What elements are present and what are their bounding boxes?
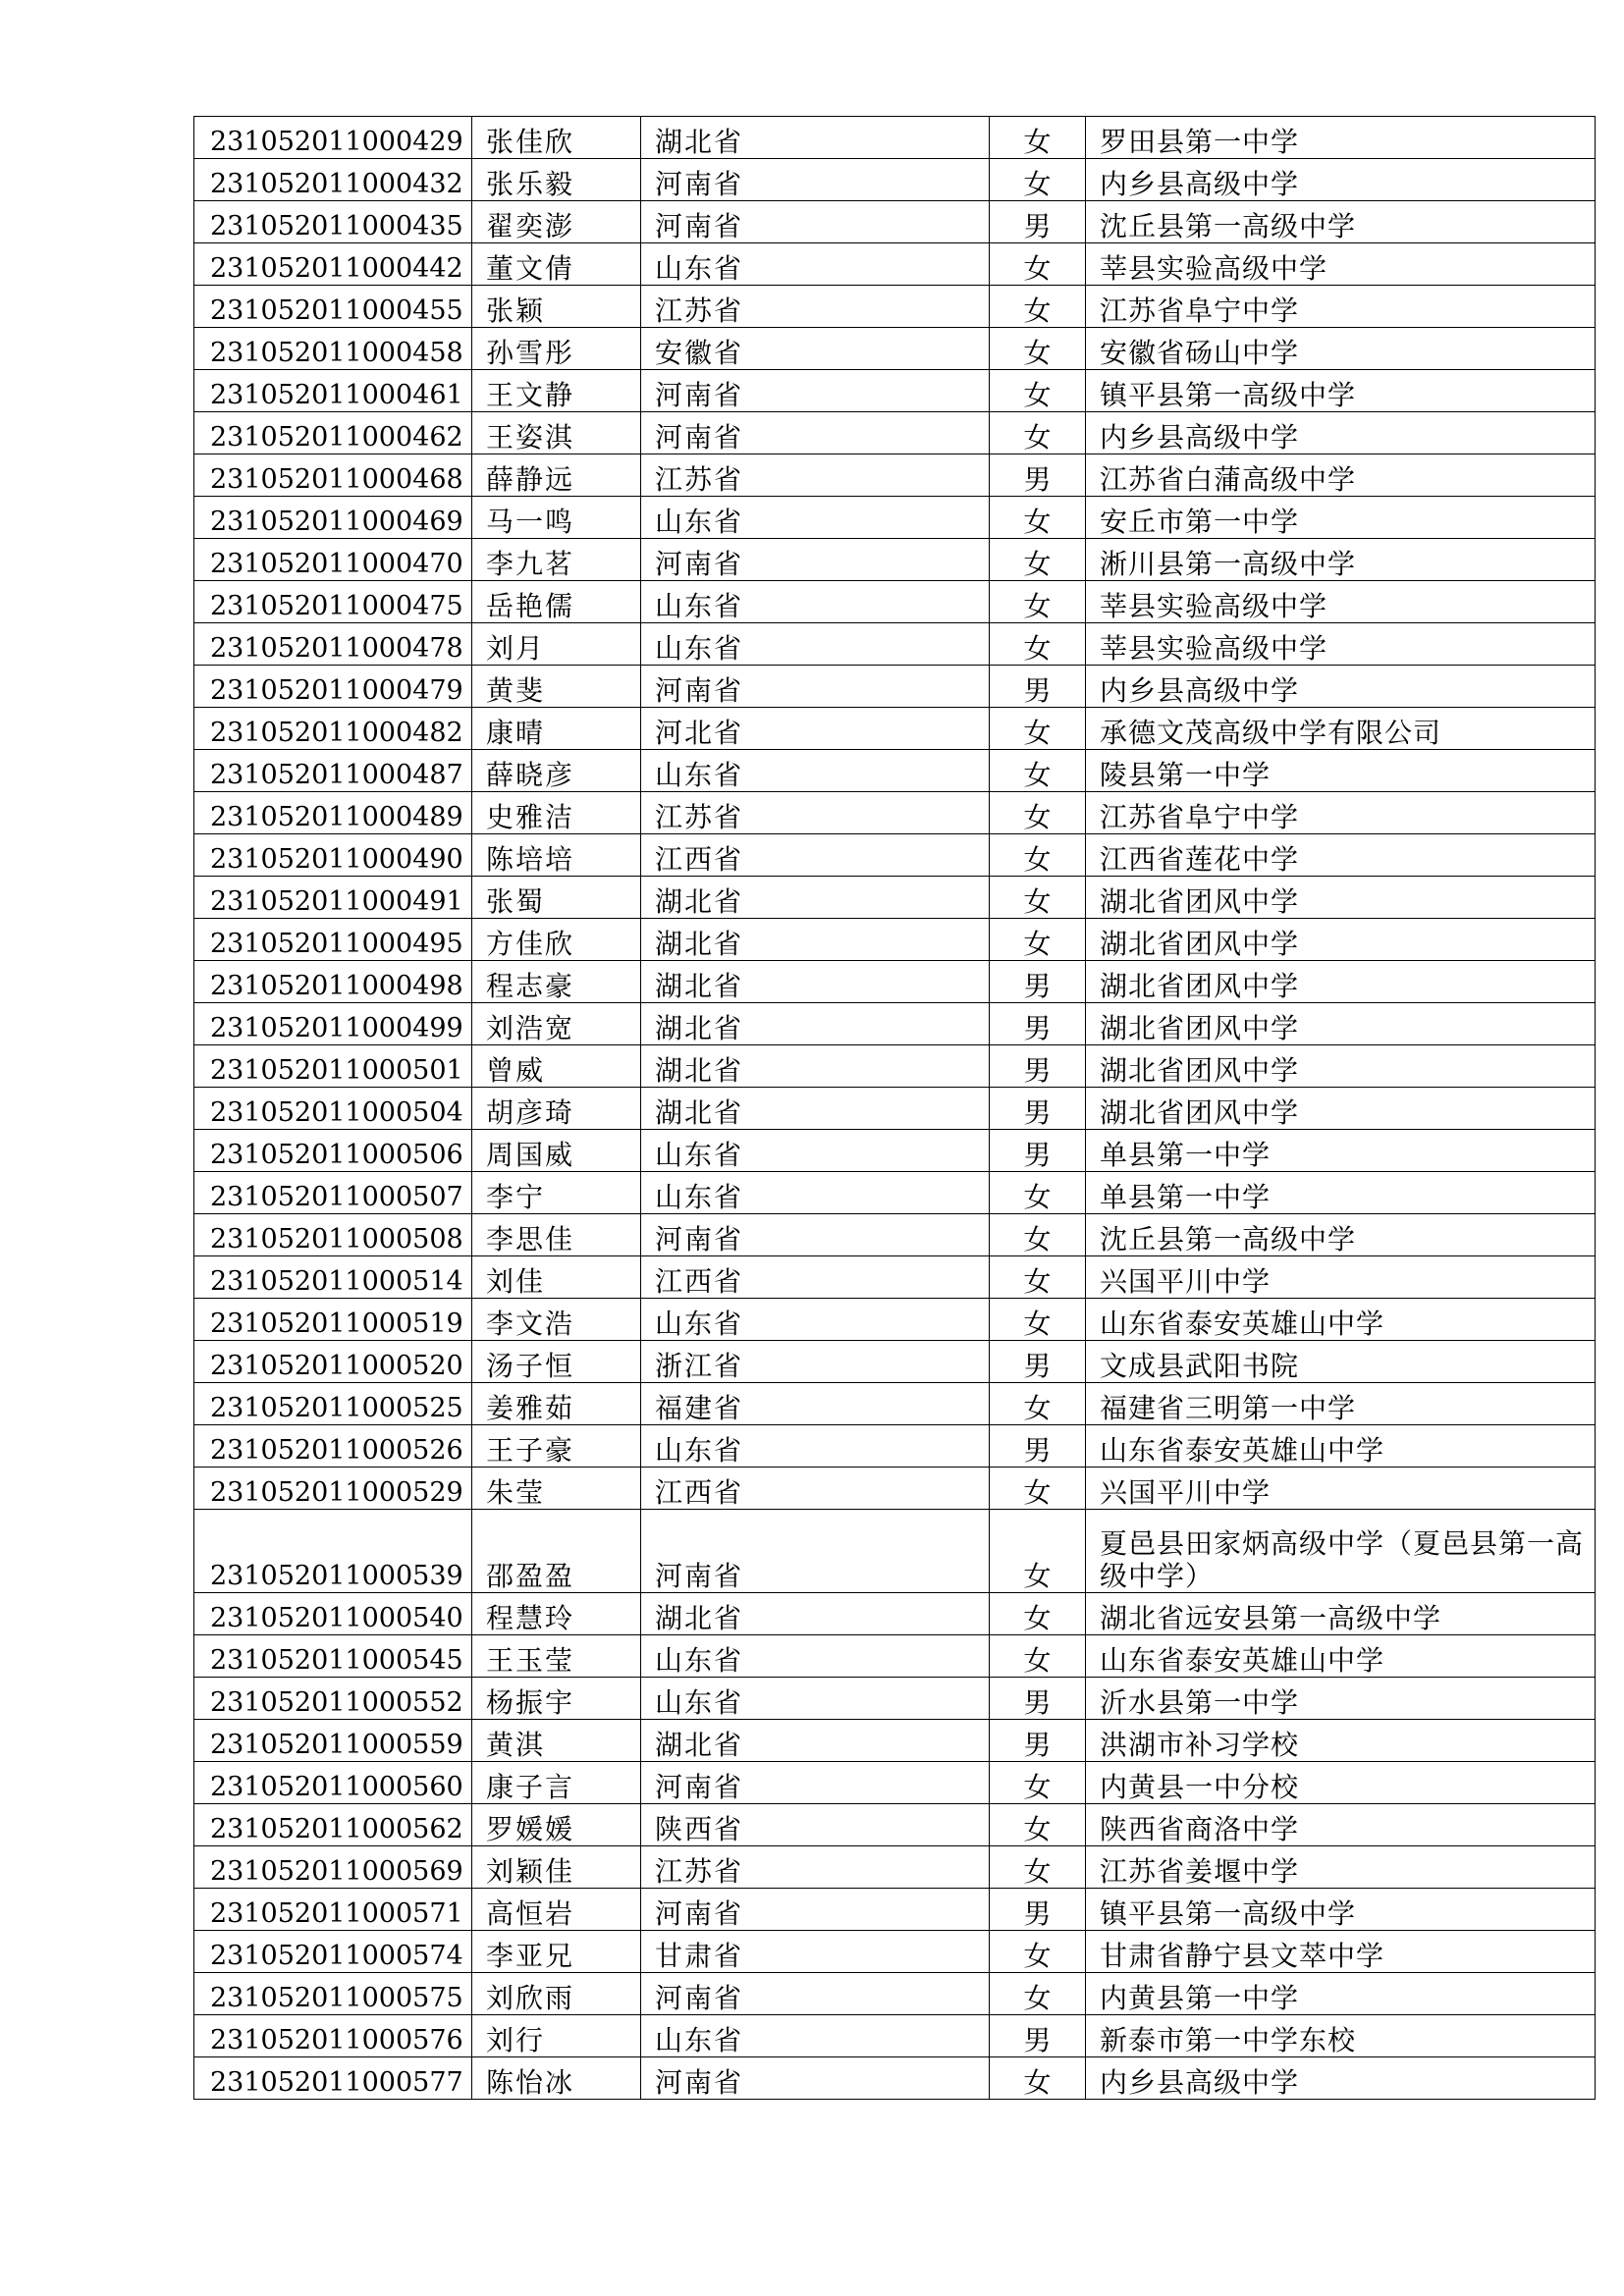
gender-cell: 女 <box>990 1846 1086 1889</box>
table-row <box>194 1045 1596 1088</box>
exam-id-cell: 231052011000455 <box>194 286 472 328</box>
student-name-cell: 程慧玲 <box>472 1593 641 1635</box>
student-name-cell: 刘月 <box>472 623 641 666</box>
student-name-cell: 陈培培 <box>472 834 641 877</box>
table-row <box>194 1172 1596 1214</box>
province-cell: 山东省 <box>641 2015 990 2057</box>
gender-cell: 男 <box>990 1045 1086 1088</box>
school-cell: 文成县武阳书院 <box>1086 1341 1596 1383</box>
province-cell: 河南省 <box>641 1214 990 1256</box>
school-cell: 兴国平川中学 <box>1086 1256 1596 1299</box>
school-cell: 沂水县第一中学 <box>1086 1678 1596 1720</box>
province-cell: 河北省 <box>641 708 990 750</box>
exam-id-cell: 231052011000468 <box>194 454 472 497</box>
student-name-cell: 刘行 <box>472 2015 641 2057</box>
school-cell: 内黄县一中分校 <box>1086 1762 1596 1804</box>
gender-cell: 女 <box>990 286 1086 328</box>
student-name-cell: 薛晓彦 <box>472 750 641 792</box>
school-cell: 湖北省团风中学 <box>1086 1088 1596 1130</box>
province-cell: 湖北省 <box>641 877 990 919</box>
exam-id-cell: 231052011000559 <box>194 1720 472 1762</box>
student-name-cell: 刘浩宽 <box>472 1003 641 1045</box>
school-cell: 江苏省阜宁中学 <box>1086 286 1596 328</box>
school-cell: 内乡县高级中学 <box>1086 412 1596 454</box>
school-cell: 新泰市第一中学东校 <box>1086 2015 1596 2057</box>
school-cell: 淅川县第一高级中学 <box>1086 539 1596 581</box>
student-name-cell: 罗媛媛 <box>472 1804 641 1846</box>
gender-cell: 男 <box>990 1088 1086 1130</box>
student-name-cell: 曾威 <box>472 1045 641 1088</box>
student-name-cell: 刘佳 <box>472 1256 641 1299</box>
province-cell: 江西省 <box>641 1256 990 1299</box>
student-name-cell: 邵盈盈 <box>472 1510 641 1593</box>
exam-id-cell: 231052011000499 <box>194 1003 472 1045</box>
province-cell: 山东省 <box>641 1299 990 1341</box>
exam-id-cell: 231052011000442 <box>194 243 472 286</box>
table-row <box>194 454 1596 497</box>
table-row <box>194 201 1596 243</box>
student-name-cell: 李文浩 <box>472 1299 641 1341</box>
gender-cell: 女 <box>990 750 1086 792</box>
province-cell: 山东省 <box>641 1678 990 1720</box>
student-name-cell: 刘欣雨 <box>472 1973 641 2015</box>
table-row <box>194 1720 1596 1762</box>
gender-cell: 女 <box>990 919 1086 961</box>
table-row <box>194 159 1596 201</box>
school-cell: 罗田县第一中学 <box>1086 117 1596 159</box>
gender-cell: 女 <box>990 1973 1086 2015</box>
exam-id-cell: 231052011000487 <box>194 750 472 792</box>
province-cell: 江苏省 <box>641 792 990 834</box>
student-name-cell: 薛静远 <box>472 454 641 497</box>
student-name-cell: 李思佳 <box>472 1214 641 1256</box>
student-name-cell: 朱莹 <box>472 1468 641 1510</box>
table-row <box>194 1003 1596 1045</box>
student-name-cell: 李九茗 <box>472 539 641 581</box>
province-cell: 河南省 <box>641 1973 990 2015</box>
exam-id-cell: 231052011000529 <box>194 1468 472 1510</box>
school-cell: 山东省泰安英雄山中学 <box>1086 1635 1596 1678</box>
province-cell: 山东省 <box>641 1425 990 1468</box>
exam-id-cell: 231052011000461 <box>194 370 472 412</box>
table-row <box>194 328 1596 370</box>
province-cell: 湖北省 <box>641 961 990 1003</box>
exam-id-cell: 231052011000507 <box>194 1172 472 1214</box>
table-row <box>194 2015 1596 2057</box>
province-cell: 山东省 <box>641 581 990 623</box>
table-body <box>194 117 1596 2100</box>
gender-cell: 女 <box>990 497 1086 539</box>
exam-id-cell: 231052011000506 <box>194 1130 472 1172</box>
province-cell: 浙江省 <box>641 1341 990 1383</box>
gender-cell: 女 <box>990 1635 1086 1678</box>
table-row <box>194 1762 1596 1804</box>
school-cell: 江苏省阜宁中学 <box>1086 792 1596 834</box>
gender-cell: 女 <box>990 1214 1086 1256</box>
gender-cell: 男 <box>990 1889 1086 1931</box>
school-cell: 内乡县高级中学 <box>1086 2057 1596 2100</box>
exam-id-cell: 231052011000562 <box>194 1804 472 1846</box>
exam-id-cell: 231052011000552 <box>194 1678 472 1720</box>
province-cell: 安徽省 <box>641 328 990 370</box>
table-row <box>194 834 1596 877</box>
province-cell: 江苏省 <box>641 1846 990 1889</box>
province-cell: 山东省 <box>641 243 990 286</box>
gender-cell: 男 <box>990 1130 1086 1172</box>
table-row <box>194 666 1596 708</box>
gender-cell: 男 <box>990 666 1086 708</box>
exam-id-cell: 231052011000577 <box>194 2057 472 2100</box>
student-name-cell: 黄淇 <box>472 1720 641 1762</box>
province-cell: 江西省 <box>641 1468 990 1510</box>
table-row <box>194 243 1596 286</box>
school-cell: 湖北省团风中学 <box>1086 961 1596 1003</box>
table-row <box>194 919 1596 961</box>
exam-id-cell: 231052011000569 <box>194 1846 472 1889</box>
exam-id-cell: 231052011000519 <box>194 1299 472 1341</box>
exam-id-cell: 231052011000575 <box>194 1973 472 2015</box>
province-cell: 湖北省 <box>641 1045 990 1088</box>
student-name-cell: 李亚兄 <box>472 1931 641 1973</box>
gender-cell: 男 <box>990 1678 1086 1720</box>
gender-cell: 女 <box>990 328 1086 370</box>
student-name-cell: 翟奕澎 <box>472 201 641 243</box>
exam-id-cell: 231052011000475 <box>194 581 472 623</box>
school-cell: 甘肃省静宁县文萃中学 <box>1086 1931 1596 1973</box>
student-name-cell: 康子言 <box>472 1762 641 1804</box>
student-name-cell: 岳艳儒 <box>472 581 641 623</box>
gender-cell: 女 <box>990 2057 1086 2100</box>
gender-cell: 女 <box>990 412 1086 454</box>
gender-cell: 男 <box>990 2015 1086 2057</box>
school-cell: 湖北省团风中学 <box>1086 1045 1596 1088</box>
table-row <box>194 961 1596 1003</box>
gender-cell: 男 <box>990 1341 1086 1383</box>
province-cell: 湖北省 <box>641 1003 990 1045</box>
exam-id-cell: 231052011000545 <box>194 1635 472 1678</box>
gender-cell: 女 <box>990 834 1086 877</box>
table-row <box>194 1931 1596 1973</box>
province-cell: 山东省 <box>641 1130 990 1172</box>
gender-cell: 女 <box>990 370 1086 412</box>
gender-cell: 男 <box>990 454 1086 497</box>
table-row <box>194 1214 1596 1256</box>
school-cell: 内乡县高级中学 <box>1086 666 1596 708</box>
student-name-cell: 汤子恒 <box>472 1341 641 1383</box>
student-name-cell: 史雅洁 <box>472 792 641 834</box>
table-row <box>194 1510 1596 1593</box>
student-name-cell: 张颖 <box>472 286 641 328</box>
province-cell: 湖北省 <box>641 1088 990 1130</box>
table-row <box>194 1804 1596 1846</box>
province-cell: 福建省 <box>641 1383 990 1425</box>
table-row <box>194 792 1596 834</box>
table-row <box>194 539 1596 581</box>
student-name-cell: 康晴 <box>472 708 641 750</box>
student-name-cell: 张乐毅 <box>472 159 641 201</box>
table-row <box>194 1593 1596 1635</box>
province-cell: 湖北省 <box>641 117 990 159</box>
gender-cell: 男 <box>990 1425 1086 1468</box>
table-row <box>194 117 1596 159</box>
gender-cell: 女 <box>990 1383 1086 1425</box>
table-row <box>194 1383 1596 1425</box>
gender-cell: 女 <box>990 1762 1086 1804</box>
student-name-cell: 姜雅茹 <box>472 1383 641 1425</box>
gender-cell: 女 <box>990 1593 1086 1635</box>
province-cell: 山东省 <box>641 1635 990 1678</box>
table-row <box>194 1973 1596 2015</box>
province-cell: 河南省 <box>641 159 990 201</box>
gender-cell: 女 <box>990 877 1086 919</box>
gender-cell: 男 <box>990 961 1086 1003</box>
student-name-cell: 程志豪 <box>472 961 641 1003</box>
school-cell: 镇平县第一高级中学 <box>1086 1889 1596 1931</box>
exam-id-cell: 231052011000574 <box>194 1931 472 1973</box>
school-cell: 单县第一中学 <box>1086 1130 1596 1172</box>
gender-cell: 男 <box>990 1720 1086 1762</box>
province-cell: 山东省 <box>641 497 990 539</box>
gender-cell: 女 <box>990 1510 1086 1593</box>
student-name-cell: 胡彦琦 <box>472 1088 641 1130</box>
province-cell: 山东省 <box>641 750 990 792</box>
province-cell: 河南省 <box>641 539 990 581</box>
exam-id-cell: 231052011000469 <box>194 497 472 539</box>
province-cell: 湖北省 <box>641 1593 990 1635</box>
exam-id-cell: 231052011000491 <box>194 877 472 919</box>
exam-id-cell: 231052011000482 <box>194 708 472 750</box>
exam-id-cell: 231052011000576 <box>194 2015 472 2057</box>
school-cell: 内乡县高级中学 <box>1086 159 1596 201</box>
province-cell: 河南省 <box>641 2057 990 2100</box>
gender-cell: 女 <box>990 623 1086 666</box>
table-row <box>194 497 1596 539</box>
gender-cell: 男 <box>990 201 1086 243</box>
gender-cell: 女 <box>990 1468 1086 1510</box>
school-cell: 莘县实验高级中学 <box>1086 581 1596 623</box>
gender-cell: 女 <box>990 1172 1086 1214</box>
school-cell: 陵县第一中学 <box>1086 750 1596 792</box>
exam-id-cell: 231052011000539 <box>194 1510 472 1593</box>
school-cell: 湖北省团风中学 <box>1086 1003 1596 1045</box>
province-cell: 河南省 <box>641 201 990 243</box>
province-cell: 山东省 <box>641 623 990 666</box>
gender-cell: 女 <box>990 1804 1086 1846</box>
student-name-cell: 张蜀 <box>472 877 641 919</box>
school-cell: 莘县实验高级中学 <box>1086 623 1596 666</box>
exam-id-cell: 231052011000490 <box>194 834 472 877</box>
table-row <box>194 286 1596 328</box>
exam-id-cell: 231052011000498 <box>194 961 472 1003</box>
table-row <box>194 2057 1596 2100</box>
school-cell: 安丘市第一中学 <box>1086 497 1596 539</box>
table-row <box>194 1088 1596 1130</box>
student-name-cell: 王文静 <box>472 370 641 412</box>
school-cell: 洪湖市补习学校 <box>1086 1720 1596 1762</box>
exam-id-cell: 231052011000495 <box>194 919 472 961</box>
student-name-cell: 马一鸣 <box>472 497 641 539</box>
table-row <box>194 1130 1596 1172</box>
province-cell: 河南省 <box>641 1889 990 1931</box>
table-row <box>194 750 1596 792</box>
school-cell: 陕西省商洛中学 <box>1086 1804 1596 1846</box>
student-name-cell: 李宁 <box>472 1172 641 1214</box>
gender-cell: 女 <box>990 539 1086 581</box>
school-cell: 山东省泰安英雄山中学 <box>1086 1425 1596 1468</box>
gender-cell: 女 <box>990 581 1086 623</box>
table-row <box>194 1678 1596 1720</box>
gender-cell: 女 <box>990 1256 1086 1299</box>
student-name-cell: 黄斐 <box>472 666 641 708</box>
table-row <box>194 370 1596 412</box>
exam-id-cell: 231052011000432 <box>194 159 472 201</box>
school-cell: 夏邑县田家炳高级中学（夏邑县第一高级中学） <box>1086 1510 1596 1593</box>
table-row <box>194 1256 1596 1299</box>
student-name-cell: 董文倩 <box>472 243 641 286</box>
exam-id-cell: 231052011000501 <box>194 1045 472 1088</box>
province-cell: 湖北省 <box>641 1720 990 1762</box>
province-cell: 湖北省 <box>641 919 990 961</box>
gender-cell: 女 <box>990 117 1086 159</box>
gender-cell: 女 <box>990 708 1086 750</box>
school-cell: 兴国平川中学 <box>1086 1468 1596 1510</box>
table-row <box>194 1425 1596 1468</box>
school-cell: 山东省泰安英雄山中学 <box>1086 1299 1596 1341</box>
province-cell: 陕西省 <box>641 1804 990 1846</box>
exam-id-cell: 231052011000479 <box>194 666 472 708</box>
exam-id-cell: 231052011000504 <box>194 1088 472 1130</box>
table-row <box>194 1635 1596 1678</box>
province-cell: 江西省 <box>641 834 990 877</box>
province-cell: 江苏省 <box>641 454 990 497</box>
school-cell: 湖北省团风中学 <box>1086 919 1596 961</box>
province-cell: 河南省 <box>641 666 990 708</box>
table-row <box>194 708 1596 750</box>
table-row <box>194 1889 1596 1931</box>
student-name-cell: 张佳欣 <box>472 117 641 159</box>
student-name-cell: 杨振宇 <box>472 1678 641 1720</box>
school-cell: 江西省莲花中学 <box>1086 834 1596 877</box>
student-name-cell: 王子豪 <box>472 1425 641 1468</box>
table-row <box>194 1299 1596 1341</box>
exam-id-cell: 231052011000514 <box>194 1256 472 1299</box>
school-cell: 单县第一中学 <box>1086 1172 1596 1214</box>
student-list-table <box>193 116 1596 2100</box>
table-row <box>194 412 1596 454</box>
student-name-cell: 王姿淇 <box>472 412 641 454</box>
school-cell: 湖北省远安县第一高级中学 <box>1086 1593 1596 1635</box>
table-row <box>194 877 1596 919</box>
table-row <box>194 581 1596 623</box>
school-cell: 莘县实验高级中学 <box>1086 243 1596 286</box>
school-cell: 湖北省团风中学 <box>1086 877 1596 919</box>
province-cell: 山东省 <box>641 1172 990 1214</box>
exam-id-cell: 231052011000520 <box>194 1341 472 1383</box>
exam-id-cell: 231052011000478 <box>194 623 472 666</box>
table-row <box>194 1341 1596 1383</box>
student-name-cell: 孙雪彤 <box>472 328 641 370</box>
gender-cell: 女 <box>990 243 1086 286</box>
exam-id-cell: 231052011000571 <box>194 1889 472 1931</box>
exam-id-cell: 231052011000462 <box>194 412 472 454</box>
school-cell: 镇平县第一高级中学 <box>1086 370 1596 412</box>
province-cell: 河南省 <box>641 1510 990 1593</box>
table-row <box>194 1846 1596 1889</box>
province-cell: 甘肃省 <box>641 1931 990 1973</box>
school-cell: 江苏省姜堰中学 <box>1086 1846 1596 1889</box>
school-cell: 安徽省砀山中学 <box>1086 328 1596 370</box>
province-cell: 河南省 <box>641 412 990 454</box>
student-name-cell: 方佳欣 <box>472 919 641 961</box>
gender-cell: 女 <box>990 159 1086 201</box>
school-cell: 沈丘县第一高级中学 <box>1086 201 1596 243</box>
school-cell: 承德文茂高级中学有限公司 <box>1086 708 1596 750</box>
exam-id-cell: 231052011000526 <box>194 1425 472 1468</box>
table-row <box>194 1468 1596 1510</box>
province-cell: 江苏省 <box>641 286 990 328</box>
exam-id-cell: 231052011000540 <box>194 1593 472 1635</box>
exam-id-cell: 231052011000458 <box>194 328 472 370</box>
gender-cell: 男 <box>990 1003 1086 1045</box>
exam-id-cell: 231052011000489 <box>194 792 472 834</box>
gender-cell: 女 <box>990 792 1086 834</box>
province-cell: 河南省 <box>641 1762 990 1804</box>
exam-id-cell: 231052011000508 <box>194 1214 472 1256</box>
student-name-cell: 高恒岩 <box>472 1889 641 1931</box>
province-cell: 河南省 <box>641 370 990 412</box>
exam-id-cell: 231052011000435 <box>194 201 472 243</box>
school-cell: 江苏省白蒲高级中学 <box>1086 454 1596 497</box>
school-cell: 内黄县第一中学 <box>1086 1973 1596 2015</box>
student-name-cell: 刘颖佳 <box>472 1846 641 1889</box>
exam-id-cell: 231052011000429 <box>194 117 472 159</box>
exam-id-cell: 231052011000525 <box>194 1383 472 1425</box>
student-name-cell: 陈怡冰 <box>472 2057 641 2100</box>
school-cell: 沈丘县第一高级中学 <box>1086 1214 1596 1256</box>
table-row <box>194 623 1596 666</box>
student-name-cell: 王玉莹 <box>472 1635 641 1678</box>
student-name-cell: 周国威 <box>472 1130 641 1172</box>
school-cell: 福建省三明第一中学 <box>1086 1383 1596 1425</box>
exam-id-cell: 231052011000560 <box>194 1762 472 1804</box>
gender-cell: 女 <box>990 1299 1086 1341</box>
exam-id-cell: 231052011000470 <box>194 539 472 581</box>
gender-cell: 女 <box>990 1931 1086 1973</box>
